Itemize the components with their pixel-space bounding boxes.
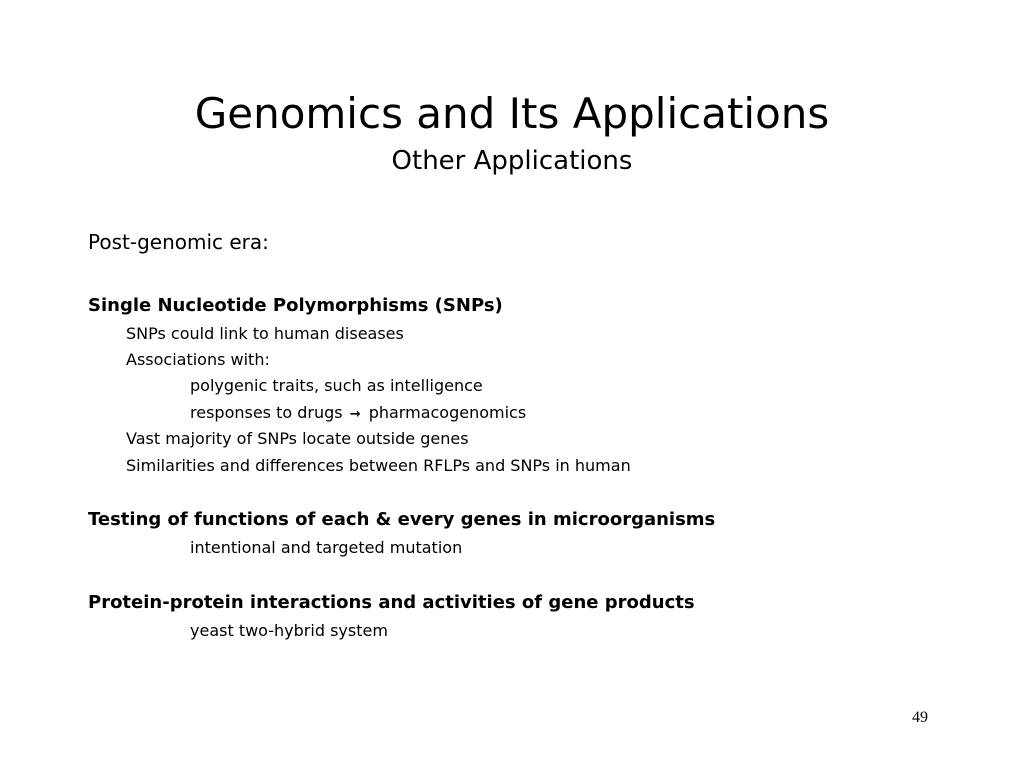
intro-text: Post-genomic era: [88, 230, 269, 254]
snp-item-rflp-comparison: Similarities and differences between RFLPs and SNPs in human [126, 456, 631, 475]
testing-heading: Testing of functions of each & every genes in microorganisms [88, 509, 716, 530]
protein-subitem-two-hybrid: yeast two-hybrid system [190, 621, 388, 640]
pharmacogenomics-text: pharmacogenomics [368, 403, 527, 422]
drugs-text: responses to drugs [190, 403, 343, 422]
snp-item-diseases: SNPs could link to human diseases [126, 324, 404, 343]
testing-subitem-mutation: intentional and targeted mutation [190, 538, 463, 557]
snp-item-associations: Associations with: [126, 350, 270, 369]
page-number: 49 [912, 709, 928, 726]
arrow-right-icon: → [349, 407, 361, 422]
snp-subitem-drugs [190, 402, 526, 426]
snp-subitem-polygenic: polygenic traits, such as intelligence [190, 376, 483, 395]
slide-subtitle: Other Applications [391, 146, 633, 176]
slide-title: Genomics and Its Applications [194, 89, 830, 138]
protein-heading: Protein-protein interactions and activities of gene products [88, 592, 695, 613]
snp-heading: Single Nucleotide Polymorphisms (SNPs) [88, 295, 503, 316]
snp-item-outside-genes: Vast majority of SNPs locate outside genes [126, 429, 469, 448]
